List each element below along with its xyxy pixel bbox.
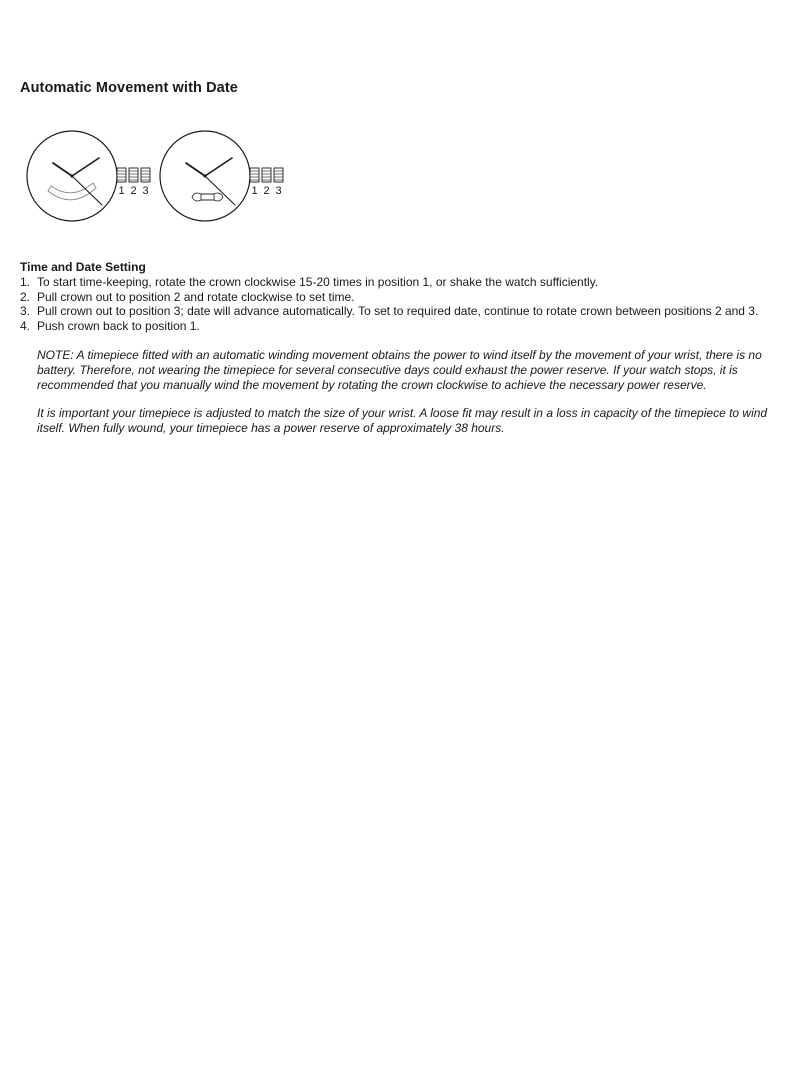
watch-2-position-3-label: 3: [275, 185, 282, 197]
watch-2: [160, 131, 283, 221]
watch-1-position-2-label: 2: [130, 185, 137, 197]
instruction-step-2: [20, 290, 800, 305]
watch-2-hour-hand: [186, 163, 205, 176]
watch-2-crown-icon: [250, 168, 283, 182]
watch-1-center-pin: [70, 174, 73, 177]
instruction-steps: [20, 275, 800, 334]
step-text: Push crown back to position 1.: [37, 319, 200, 334]
watch-1: [27, 131, 150, 221]
notes: [37, 348, 800, 436]
section-heading: Time and Date Setting: [20, 260, 146, 274]
watch-1-position-1-label: 1: [118, 185, 125, 197]
step-number: 2.: [20, 289, 31, 304]
watch-diagram: [20, 128, 300, 226]
step-number: 3.: [20, 304, 31, 319]
step-text: To start time-keeping, rotate the crown clockwise 15-20 times in position 1, or shake the watch sufficiently.: [37, 274, 599, 289]
watch-1-minute-hand: [72, 158, 99, 176]
watch-1-crown-icon: [117, 168, 150, 182]
watch-1-rotor-icon: [48, 183, 96, 200]
instruction-step-3: [20, 304, 800, 319]
watch-2-position-2-label: 2: [263, 185, 270, 197]
watch-2-center-pin: [203, 174, 206, 177]
watch-1-hour-hand: [53, 163, 72, 176]
step-number: 1.: [20, 274, 31, 289]
watch-2-wrist-icon: [192, 193, 223, 201]
page-title: Automatic Movement with Date: [20, 80, 238, 96]
instruction-step-4: [20, 319, 800, 334]
step-text: Pull crown out to position 3; date will advance automatically. To set to required date, continue to rotate crown between positions 2 and 3.: [37, 304, 759, 319]
watch-2-position-1-label: 1: [251, 185, 258, 197]
time-date-setting-section: [20, 260, 800, 450]
watch-2-minute-hand: [205, 158, 232, 176]
watch-diagram-svg: [20, 128, 300, 226]
note-wrist-fit: It is important your timepiece is adjusted to match the size of your wrist. A loose fit may result in a loss in capacity of the timepiece to wind itself. When fully wound, your timepiece has a power reserve of approximately 38 hours.: [37, 406, 768, 436]
watch-1-second-hand: [72, 176, 102, 205]
note-power-reserve: NOTE: A timepiece fitted with an automatic winding movement obtains the power to wind itself by the movement of your wrist, there is no battery. Therefore, not wearing the timepiece for several consecutive days could exhaust the power reserve. If your watch stops, it is recommended that you manually wind the movement by rotating the crown clockwise to achieve the necessary power reserve.: [37, 347, 762, 392]
step-text: Pull crown out to position 2 and rotate clockwise to set time.: [37, 289, 355, 304]
watch-1-position-3-label: 3: [142, 185, 149, 197]
instruction-step-1: [20, 275, 800, 290]
step-number: 4.: [20, 319, 31, 334]
